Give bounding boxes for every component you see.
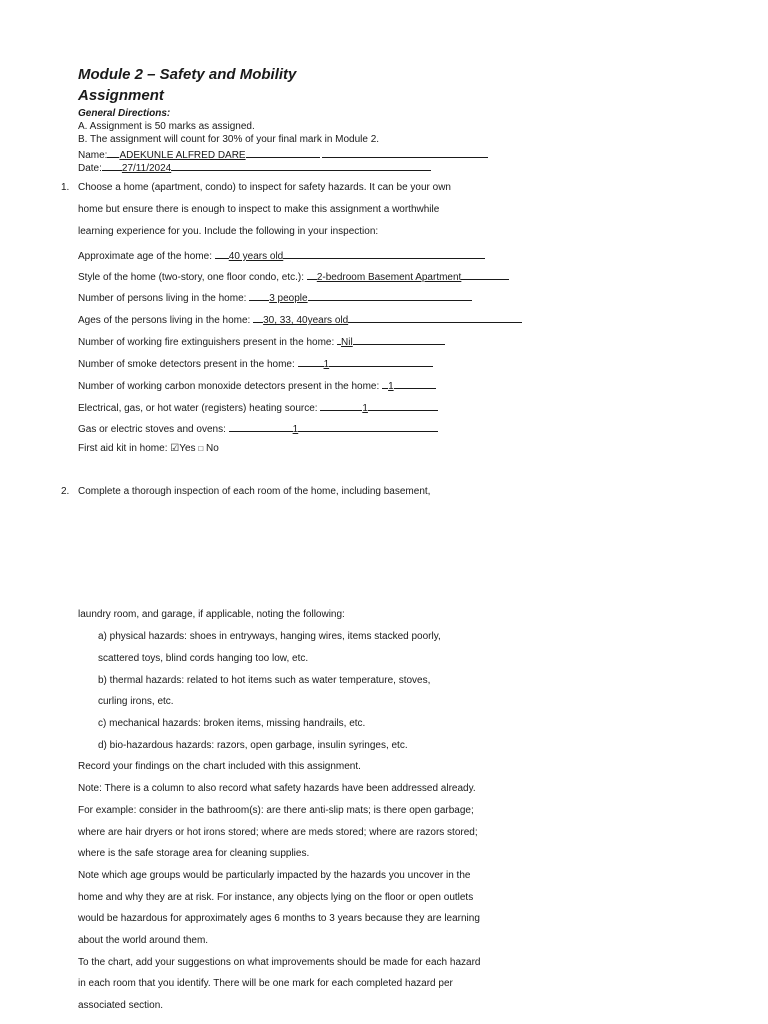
hazard-biohazard: d) bio-hazardous hazards: razors, open garbage, insulin syringes, etc. xyxy=(98,740,408,751)
hazard-thermal-cont: curling irons, etc. xyxy=(98,696,174,707)
hazard-mechanical: c) mechanical hazards: broken items, missing handrails, etc. xyxy=(98,718,366,729)
q2-line: To the chart, add your suggestions on what improvements should be made for each hazard xyxy=(78,957,481,968)
q2-line: Note: There is a column to also record what safety hazards have been addressed already. xyxy=(78,783,476,794)
q1-line: learning experience for you. Include the following in your inspection: xyxy=(78,226,379,237)
first-aid-line xyxy=(78,443,219,454)
direction-a: A. Assignment is 50 marks as assigned. xyxy=(78,121,255,132)
q2-number: 2. xyxy=(61,486,70,497)
first-aid-no: No xyxy=(205,443,219,454)
home-style-value[interactable]: 2-bedroom Basement Apartment xyxy=(316,272,462,283)
unchecked-box-icon[interactable]: □ xyxy=(198,444,204,453)
heating-source-value[interactable]: 1 xyxy=(362,403,368,414)
smoke-detectors-value[interactable]: 1 xyxy=(323,359,330,370)
q1-line: home but ensure there is enough to inspect to make this assignment a worthwhile xyxy=(78,204,440,215)
field-persons-ages: Ages of the persons living in the home: 30, 33, 40years old xyxy=(78,312,522,326)
persons-count-value[interactable]: 3 people xyxy=(269,293,308,304)
hazard-thermal: b) thermal hazards: related to hot items such as water temperature, stoves, xyxy=(98,675,431,686)
name-label: Name: xyxy=(78,150,108,161)
field-smoke-detectors: Number of smoke detectors present in the home: 1 xyxy=(78,356,433,370)
co-detectors-value[interactable]: 1 xyxy=(388,381,394,392)
q2-line: associated section. xyxy=(78,1000,164,1011)
q1-line: Choose a home (apartment, condo) to inspect for safety hazards. It can be your own xyxy=(78,182,451,193)
hazard-physical-cont: scattered toys, blind cords hanging too low, etc. xyxy=(98,653,309,664)
home-age-value[interactable]: 40 years old xyxy=(228,251,284,262)
field-home-style: Style of the home (two-story, one floor condo, etc.): 2-bedroom Basement Apartment xyxy=(78,269,509,283)
date-line xyxy=(78,160,431,174)
persons-ages-value[interactable]: 30, 33, 40years old xyxy=(263,315,349,326)
date-value[interactable]: 27/11/2024 xyxy=(121,163,172,174)
q2-line: in each room that you identify. There will be one mark for each completed hazard per xyxy=(78,978,453,989)
fire-extinguishers-value[interactable]: Nil xyxy=(341,337,353,348)
field-home-age: Approximate age of the home: 40 years old xyxy=(78,248,485,262)
q2-line: Record your findings on the chart included with this assignment. xyxy=(78,761,361,772)
first-aid-yes: Yes xyxy=(179,443,196,454)
first-aid-label: First aid kit in home: xyxy=(78,443,168,454)
general-directions-heading: General Directions: xyxy=(78,108,171,119)
date-label: Date: xyxy=(78,163,102,174)
q1-number: 1. xyxy=(61,182,70,193)
field-co-detectors: Number of working carbon monoxide detectors present in the home: 1 xyxy=(78,378,436,392)
field-fire-extinguishers: Number of working fire extinguishers present in the home: Nil xyxy=(78,334,445,348)
q2-line: would be hazardous for approximately ages 6 months to 3 years because they are learning xyxy=(78,913,480,924)
direction-b: B. The assignment will count for 30% of your final mark in Module 2. xyxy=(78,134,380,145)
name-value[interactable]: ADEKUNLE ALFRED DARE xyxy=(119,150,246,161)
field-stoves-ovens: Gas or electric stoves and ovens: 1 xyxy=(78,421,438,435)
hazard-physical: a) physical hazards: shoes in entryways, hanging wires, items stacked poorly, xyxy=(98,631,441,642)
stoves-ovens-value[interactable]: 1 xyxy=(292,424,299,435)
q2-line: laundry room, and garage, if applicable, noting the following: xyxy=(78,609,345,620)
checked-box-icon[interactable]: ☑ xyxy=(170,443,180,454)
q2-line: about the world around them. xyxy=(78,935,209,946)
field-persons-count: Number of persons living in the home: 3 people xyxy=(78,290,472,304)
q2-line: home and why they are at risk. For instance, any objects lying on the floor or open outlets xyxy=(78,892,474,903)
q2-line: Complete a thorough inspection of each room of the home, including basement, xyxy=(78,486,431,497)
q2-line: Note which age groups would be particularly impacted by the hazards you uncover in the xyxy=(78,870,471,881)
field-heating-source: Electrical, gas, or hot water (registers) heating source: 1 xyxy=(78,400,438,414)
q2-line: where is the safe storage area for cleaning supplies. xyxy=(78,848,310,859)
name-line xyxy=(78,147,488,161)
q2-line: where are hair dryers or hot irons stored; where are meds stored; where are razors stored; xyxy=(78,827,478,838)
document-subtitle: Assignment xyxy=(78,87,164,104)
q2-line: For example: consider in the bathroom(s): are there anti-slip mats; is there open garbage; xyxy=(78,805,474,816)
document-title: Module 2 – Safety and Mobility xyxy=(78,66,297,83)
